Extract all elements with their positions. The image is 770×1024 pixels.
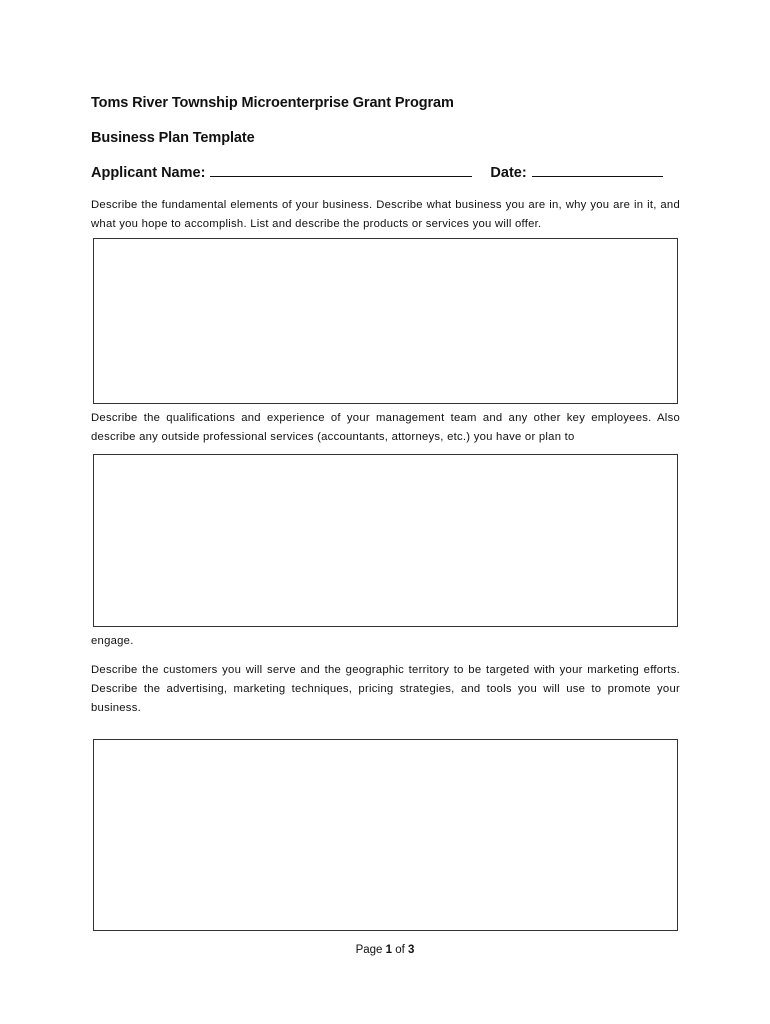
footer-current-page: 1 [385, 944, 393, 956]
section-1-answer-box[interactable] [93, 238, 678, 404]
page-number-footer [0, 944, 770, 956]
date-label: Date: [490, 165, 527, 181]
section-1-prompt: Describe the fundamental elements of your business. Describe what business you are in, why you are in it, and what you hope to accomplish. List and describe the products or services you will offer. [91, 199, 680, 230]
footer-of-word: of [395, 944, 405, 956]
applicant-name-label: Applicant Name: [91, 165, 206, 181]
document-subtitle: Business Plan Template [91, 130, 255, 146]
footer-page-word: Page [355, 944, 383, 956]
document-title: Toms River Township Microenterprise Grant Program [91, 95, 454, 111]
date-field[interactable] [532, 164, 663, 177]
applicant-date-row [91, 164, 663, 181]
section-3-prompt: Describe the customers you will serve and the geographic territory to be targeted with your marketing efforts. Describe the advertising, marketing techniques, pricing strategies, and tools you will use to promote your business. [91, 664, 680, 714]
section-2-answer-box[interactable] [93, 454, 678, 627]
section-2-prompt: Describe the qualifications and experience of your management team and any other key employees. Also describe any outside professional services (accountants, attorneys, etc.) you have or plan to [91, 412, 680, 443]
footer-total-pages: 3 [408, 944, 415, 956]
section-2-prompt-continuation: engage. [91, 635, 134, 647]
applicant-name-field[interactable] [210, 164, 472, 177]
section-3-answer-box[interactable] [93, 739, 678, 931]
